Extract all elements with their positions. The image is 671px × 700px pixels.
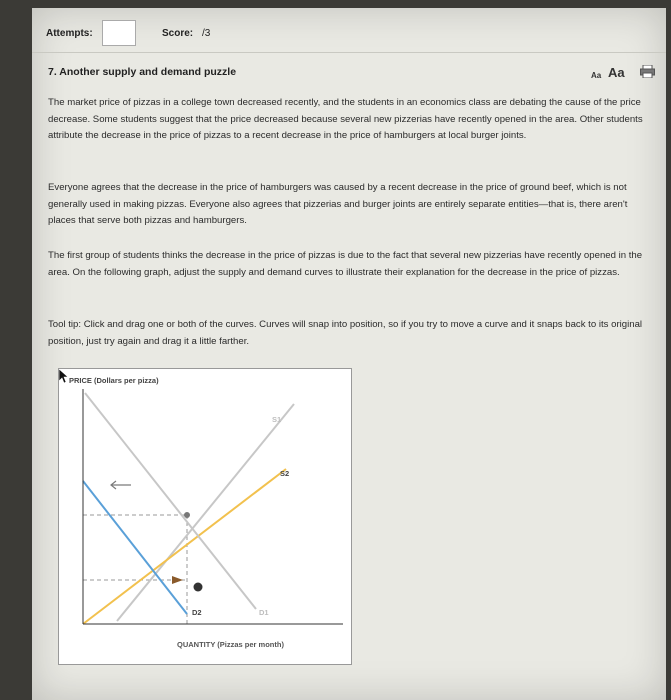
paragraph-tool-tip: Tool tip: Click and drag one or both of the curves. Curves will snap into position, so if you try to move a curve and it snaps back to its original position, just try again and drag it a little farther. xyxy=(48,319,643,347)
score-label: Score: xyxy=(162,28,194,39)
font-increase-button[interactable]: Aa xyxy=(608,65,625,80)
supply-curve-s1[interactable] xyxy=(117,404,294,621)
curve-label-d1: D1 xyxy=(259,608,269,617)
score-value: /3 xyxy=(202,28,211,39)
curve-label-s2: S2 xyxy=(280,469,290,478)
mouse-cursor-icon xyxy=(59,369,69,383)
supply-curve-s2[interactable] xyxy=(83,469,286,624)
font-decrease-button[interactable]: Aa xyxy=(591,71,602,80)
attempts-box xyxy=(102,20,136,46)
attempts-label: Attempts: xyxy=(46,28,93,39)
header-bar xyxy=(32,8,666,53)
paragraph-instructions: The first group of students thinks the decrease in the price of pizzas is due to the fact that several new pizzerias have recently opened in the area. On the following graph, adjust the supply and demand curves to illustrate their explanation for the decrease in the price of pizzas. xyxy=(48,250,643,278)
x-axis-label: QUANTITY (Pizzas per month) xyxy=(177,640,284,649)
new-equilibrium-marker xyxy=(172,576,183,584)
question-title: 7. Another supply and demand puzzle xyxy=(48,66,237,78)
y-axis-label: PRICE (Dollars per pizza) xyxy=(69,376,159,385)
equilibrium-point-d2-s1 xyxy=(184,512,190,518)
paragraph-context: The market price of pizzas in a college town decreased recently, and the students in an economics class are debating the cause of the price decrease. Some students suggest that the price decreased because several new pizzerias have recently opened in the area. Other students attribute the decrease in the price of pizzas to a recent decrease in the price of hamburgers at local burger joints. xyxy=(48,97,643,141)
graph-canvas xyxy=(59,369,351,664)
paragraph-agreement: Everyone agrees that the decrease in the price of hamburgers was caused by a recent decrease in the price of ground beef, which is not generally used in making pizzas. Everyone also agrees that pizzerias and burger joints are entirely separate entities—that is, there aren't places that serve both pizzas and hamburgers. xyxy=(48,182,628,226)
supply-demand-graph xyxy=(58,368,352,665)
equilibrium-point-d2-s2 xyxy=(194,583,203,592)
curve-label-s1: S1 xyxy=(272,415,282,424)
demand-curve-d1[interactable] xyxy=(85,393,256,609)
curve-label-d2: D2 xyxy=(192,608,202,617)
print-icon[interactable] xyxy=(640,65,655,78)
